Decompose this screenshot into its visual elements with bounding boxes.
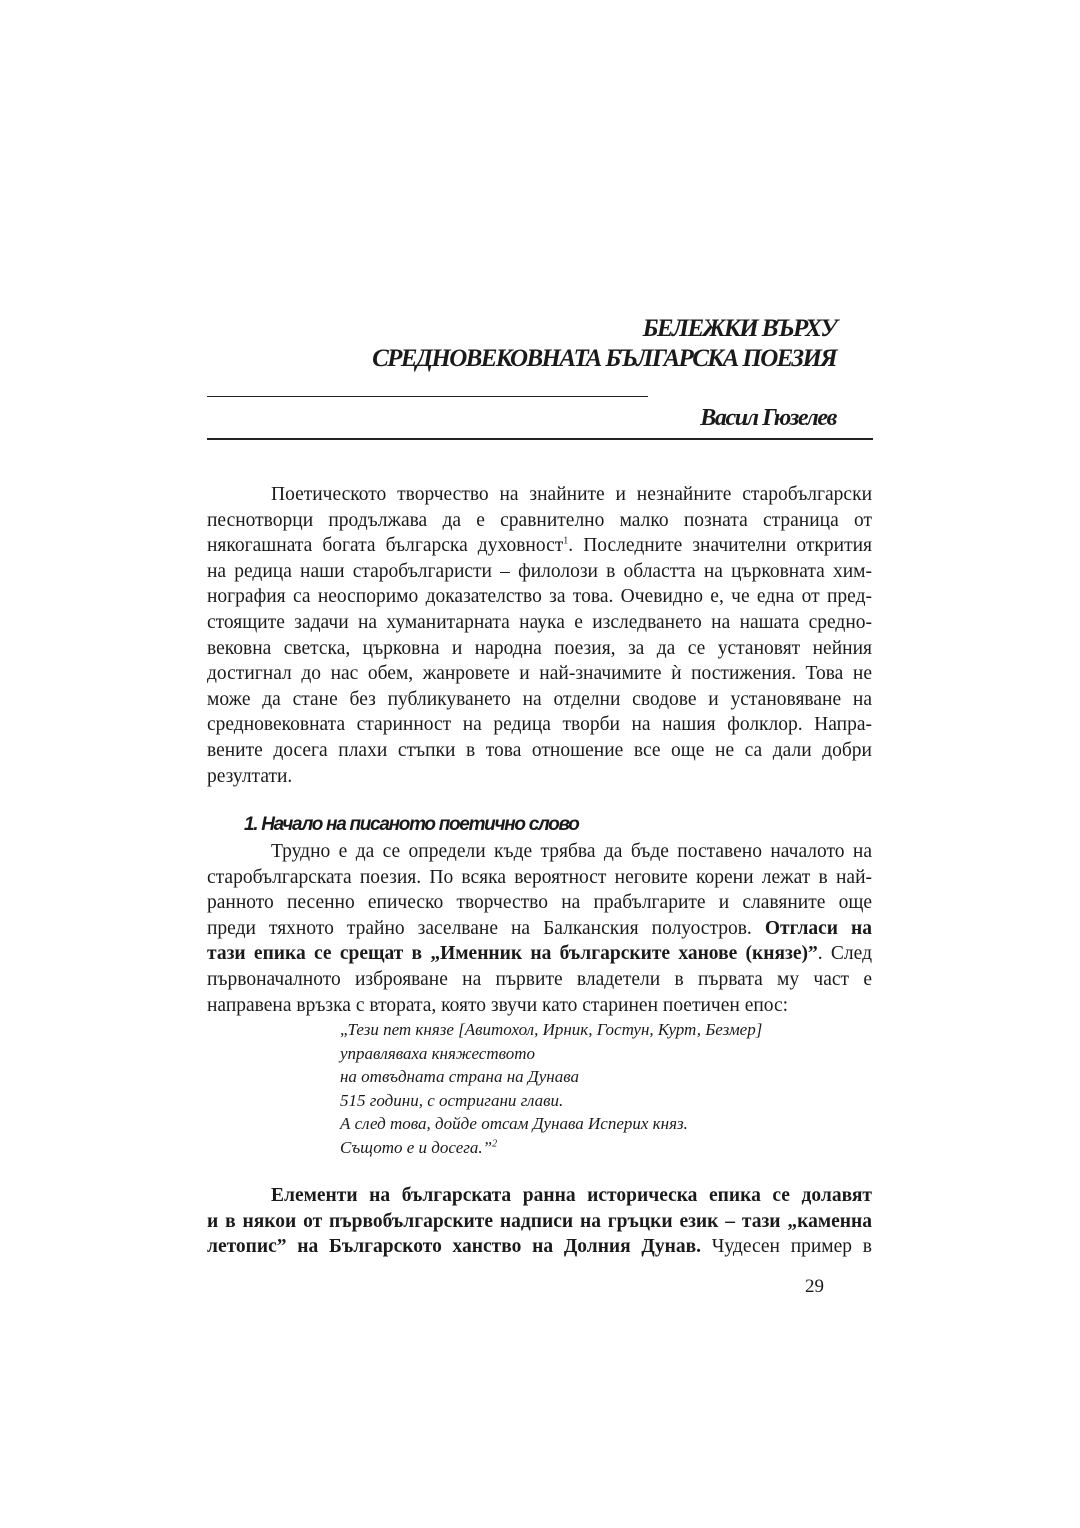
intro-line-6: стоящите задачи на хуманитарната наука е изследването на нашата средно- [207, 611, 872, 633]
quote-line-6 [340, 1136, 762, 1160]
closing-line-3-text: Чудесен пример в [701, 1236, 872, 1258]
closing-line-3 [207, 1234, 872, 1260]
author-name: Васил Гюзелев [700, 405, 836, 431]
section-line-1: Трудно е да се определи къде трябва да бъде поставено началото на [271, 841, 872, 862]
title-line-1: БЕЛЕЖКИ ВЪРХУ [642, 315, 836, 342]
section-line-6: първоначалното изброяване на първите владетели в първата му част е [207, 968, 872, 990]
title-line-2: СРЕДНОВЕКОВНАТА БЪЛГАРСКА ПОЕЗИЯ [372, 345, 836, 372]
author-divider [207, 438, 873, 440]
closing-line-2: и в някои от първобългарските надписи на гръцки език – тази „каменна [207, 1210, 872, 1232]
section-paragraph [207, 839, 872, 1018]
intro-line-3 [207, 533, 872, 559]
footnote-marker-2: 2 [492, 1138, 498, 1150]
intro-line-9: може да стане без публикуването на отделни сводове и установяване на [207, 688, 872, 710]
quote-line-5: А след това, дойде отсам Дунава Исперих княз. [340, 1114, 688, 1134]
intro-line-1: Поетическото творчество на знайните и незнайните старобългарски [271, 484, 872, 505]
section-line-3: ранното песенно епическо творчество на прабългарите и славяните още [207, 892, 872, 914]
intro-line-2: песнотворци продължава да е сравнително малко позната страница от [207, 509, 872, 531]
closing-line-3-bold: летопис” на Българското ханство на Долния Дунав. [207, 1236, 701, 1258]
quote-line-4: 515 години, с остригани глави. [340, 1090, 564, 1110]
intro-line-4: на редица наши старобългаристи – филолози в областта на църковната хим- [207, 560, 872, 582]
section-line-4 [207, 916, 872, 942]
quote-line-3: на отвъдната страна на Дунава [340, 1067, 579, 1087]
quote-line-6-text: Същото е и досега.” [340, 1137, 493, 1157]
section-line-7: направена връзка с втората, която звучи като старинен поетичен епос: [207, 994, 789, 1016]
footnote-marker-1: 1 [563, 535, 569, 547]
section-line-5-bold: тази епика се срещат в „Именник на българските ханове (князе)” [207, 943, 818, 965]
section-line-5 [207, 941, 872, 967]
intro-line-5: нография са неоспоримо доказателство за това. Очевидно е, че една от пред- [207, 586, 872, 608]
section-line-4-bold: Отгласи на [764, 917, 873, 939]
verse-quote [340, 1018, 762, 1160]
page-number: 29 [805, 1276, 824, 1297]
closing-paragraph [207, 1183, 872, 1260]
quote-line-1: „Тези пет князе [Авитохол, Ирник, Гостун, Курт, Безмер] [340, 1020, 763, 1039]
section-line-2: старобългарската поезия. По всяка вероятност неговите корени лежат в най- [207, 866, 872, 888]
title-divider-short [207, 396, 648, 397]
section-heading: 1. Начало на писаното поетично слово [244, 814, 579, 835]
closing-line-1: Елементи на българската ранна историческа епика се долавят [271, 1185, 872, 1206]
intro-line-3-text-a: някогашната богата българска духовност [207, 535, 564, 557]
intro-line-3-text-b: . Последните значителни открития [568, 535, 872, 557]
intro-line-11: вените досега плахи стъпки в това отношение все още не са дали добри [207, 739, 872, 761]
intro-paragraph [207, 482, 872, 789]
quote-line-2: управляваха княжеството [340, 1043, 536, 1063]
intro-line-12: резултати. [207, 765, 293, 787]
section-line-5-text: . След [817, 943, 872, 965]
section-line-4-text: преди тяхното трайно заселване на Балканския полуостров. [207, 917, 752, 939]
intro-line-8: достигнал до нас обем, жанровете и най-значимите ѝ постижения. Това не [207, 663, 872, 685]
intro-line-7: вековна светска, църковна и народна поезия, за да се установят нейния [207, 637, 872, 659]
intro-line-10: средновековната старинност на редица творби на нашия фолклор. Напра- [207, 714, 872, 736]
